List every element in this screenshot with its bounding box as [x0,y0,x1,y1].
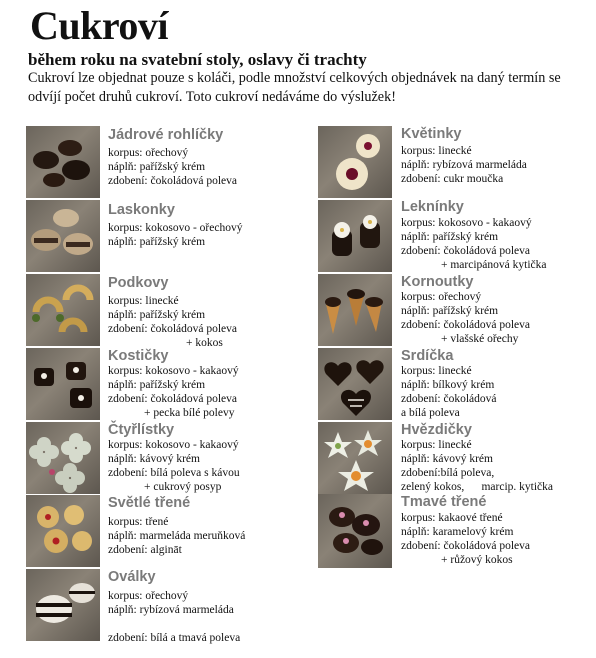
cookie-description: korpus: ořechový náplň: pařížský krém zdobení: čokoládová poleva + vlašské ořechy [401,291,531,345]
cookie-description: korpus: ořechový náplň: pařížský krém zdobení: čokoládová poleva [108,147,238,187]
cookie-name: Podkovy [108,275,169,291]
tmave-trene-photo [318,494,392,568]
lekninky-photo [318,200,392,272]
hvezdicky-photo [318,422,392,494]
cookie-description: korpus: třené náplň: marmeláda meruňková zdobení: algināt [108,516,246,556]
page-subtitle: během roku na svatební stoly, oslavy či trachty [28,50,367,69]
cookie-name: Kostičky [108,348,169,364]
jadrove-rohlicky-photo [26,126,100,198]
cookie-name: Oválky [108,569,156,585]
cookie-description: korpus: kokosovo - kakaový náplň: pařížský krém zdobení: čokoládová poleva + marcipánová kytička [401,217,547,271]
page-title: Cukroví [30,3,169,48]
ovalky-photo [26,569,100,641]
cookie-name: Tmavé třené [401,494,487,510]
cookie-description: korpus: linecké náplň: pařížský krém zdobení: čokoládová poleva + kokos [108,295,238,349]
kosticky-photo [26,348,100,420]
cookie-description: korpus: kakaové třené náplň: karamelový krém zdobení: čokoládová poleva + růžový kokos [401,512,531,566]
cookie-description: korpus: linecké náplň: bílkový krém zdobení: čokoládová a bílá poleva [401,365,497,419]
cookie-name: Čtyřlístky [108,422,175,438]
cookie-name: Hvězdičky [401,422,472,438]
cookie-name: Leknínky [401,199,464,215]
laskonky-photo [26,200,100,272]
svetle-trene-photo [26,495,100,567]
cookie-description: korpus: linecké náplň: rybízová marmeláda zdobení: cukr moučka [401,145,527,185]
intro-paragraph: Cukroví lze objednat pouze s koláči, podle množství celkových objednávek na daný termín se odvíjí počet druhů cukroví. Toto cukroví nedáváme do výslužek! [28,70,561,105]
cookie-name: Kornoutky [401,274,474,290]
podkovy-photo [26,274,100,346]
kornoutky-photo [318,274,392,346]
cookie-name: Srdíčka [401,348,454,364]
cookie-description: korpus: linecké náplň: kávový krém zdobení:bílá poleva, zelený kokos, marcip. kytička [401,439,554,493]
srdicka-photo [318,348,392,420]
cookie-description: korpus: ořechový náplň: rybízová marmeláda zdobení: bílá a tmavá poleva [108,590,241,644]
cookie-name: Květinky [401,126,462,142]
cookie-name: Jádrové rohlíčky [108,127,224,143]
cookie-description: korpus: kokosovo - kakaový náplň: kávový krém zdobení: bílá poleva s kávou + cukrový posyp [108,439,240,493]
cookie-name: Světlé třené [108,495,191,511]
kvetinky-photo [318,126,392,198]
cookie-description: korpus: kokosovo - kakaový náplň: pařížský krém zdobení: čokoládová poleva + pecka bílé polevy [108,365,239,419]
cookie-name: Laskonky [108,202,175,218]
cookie-description: korpus: kokosovo - ořechový náplň: pařížský krém [108,222,243,248]
ctyrlistky-photo [26,422,100,494]
